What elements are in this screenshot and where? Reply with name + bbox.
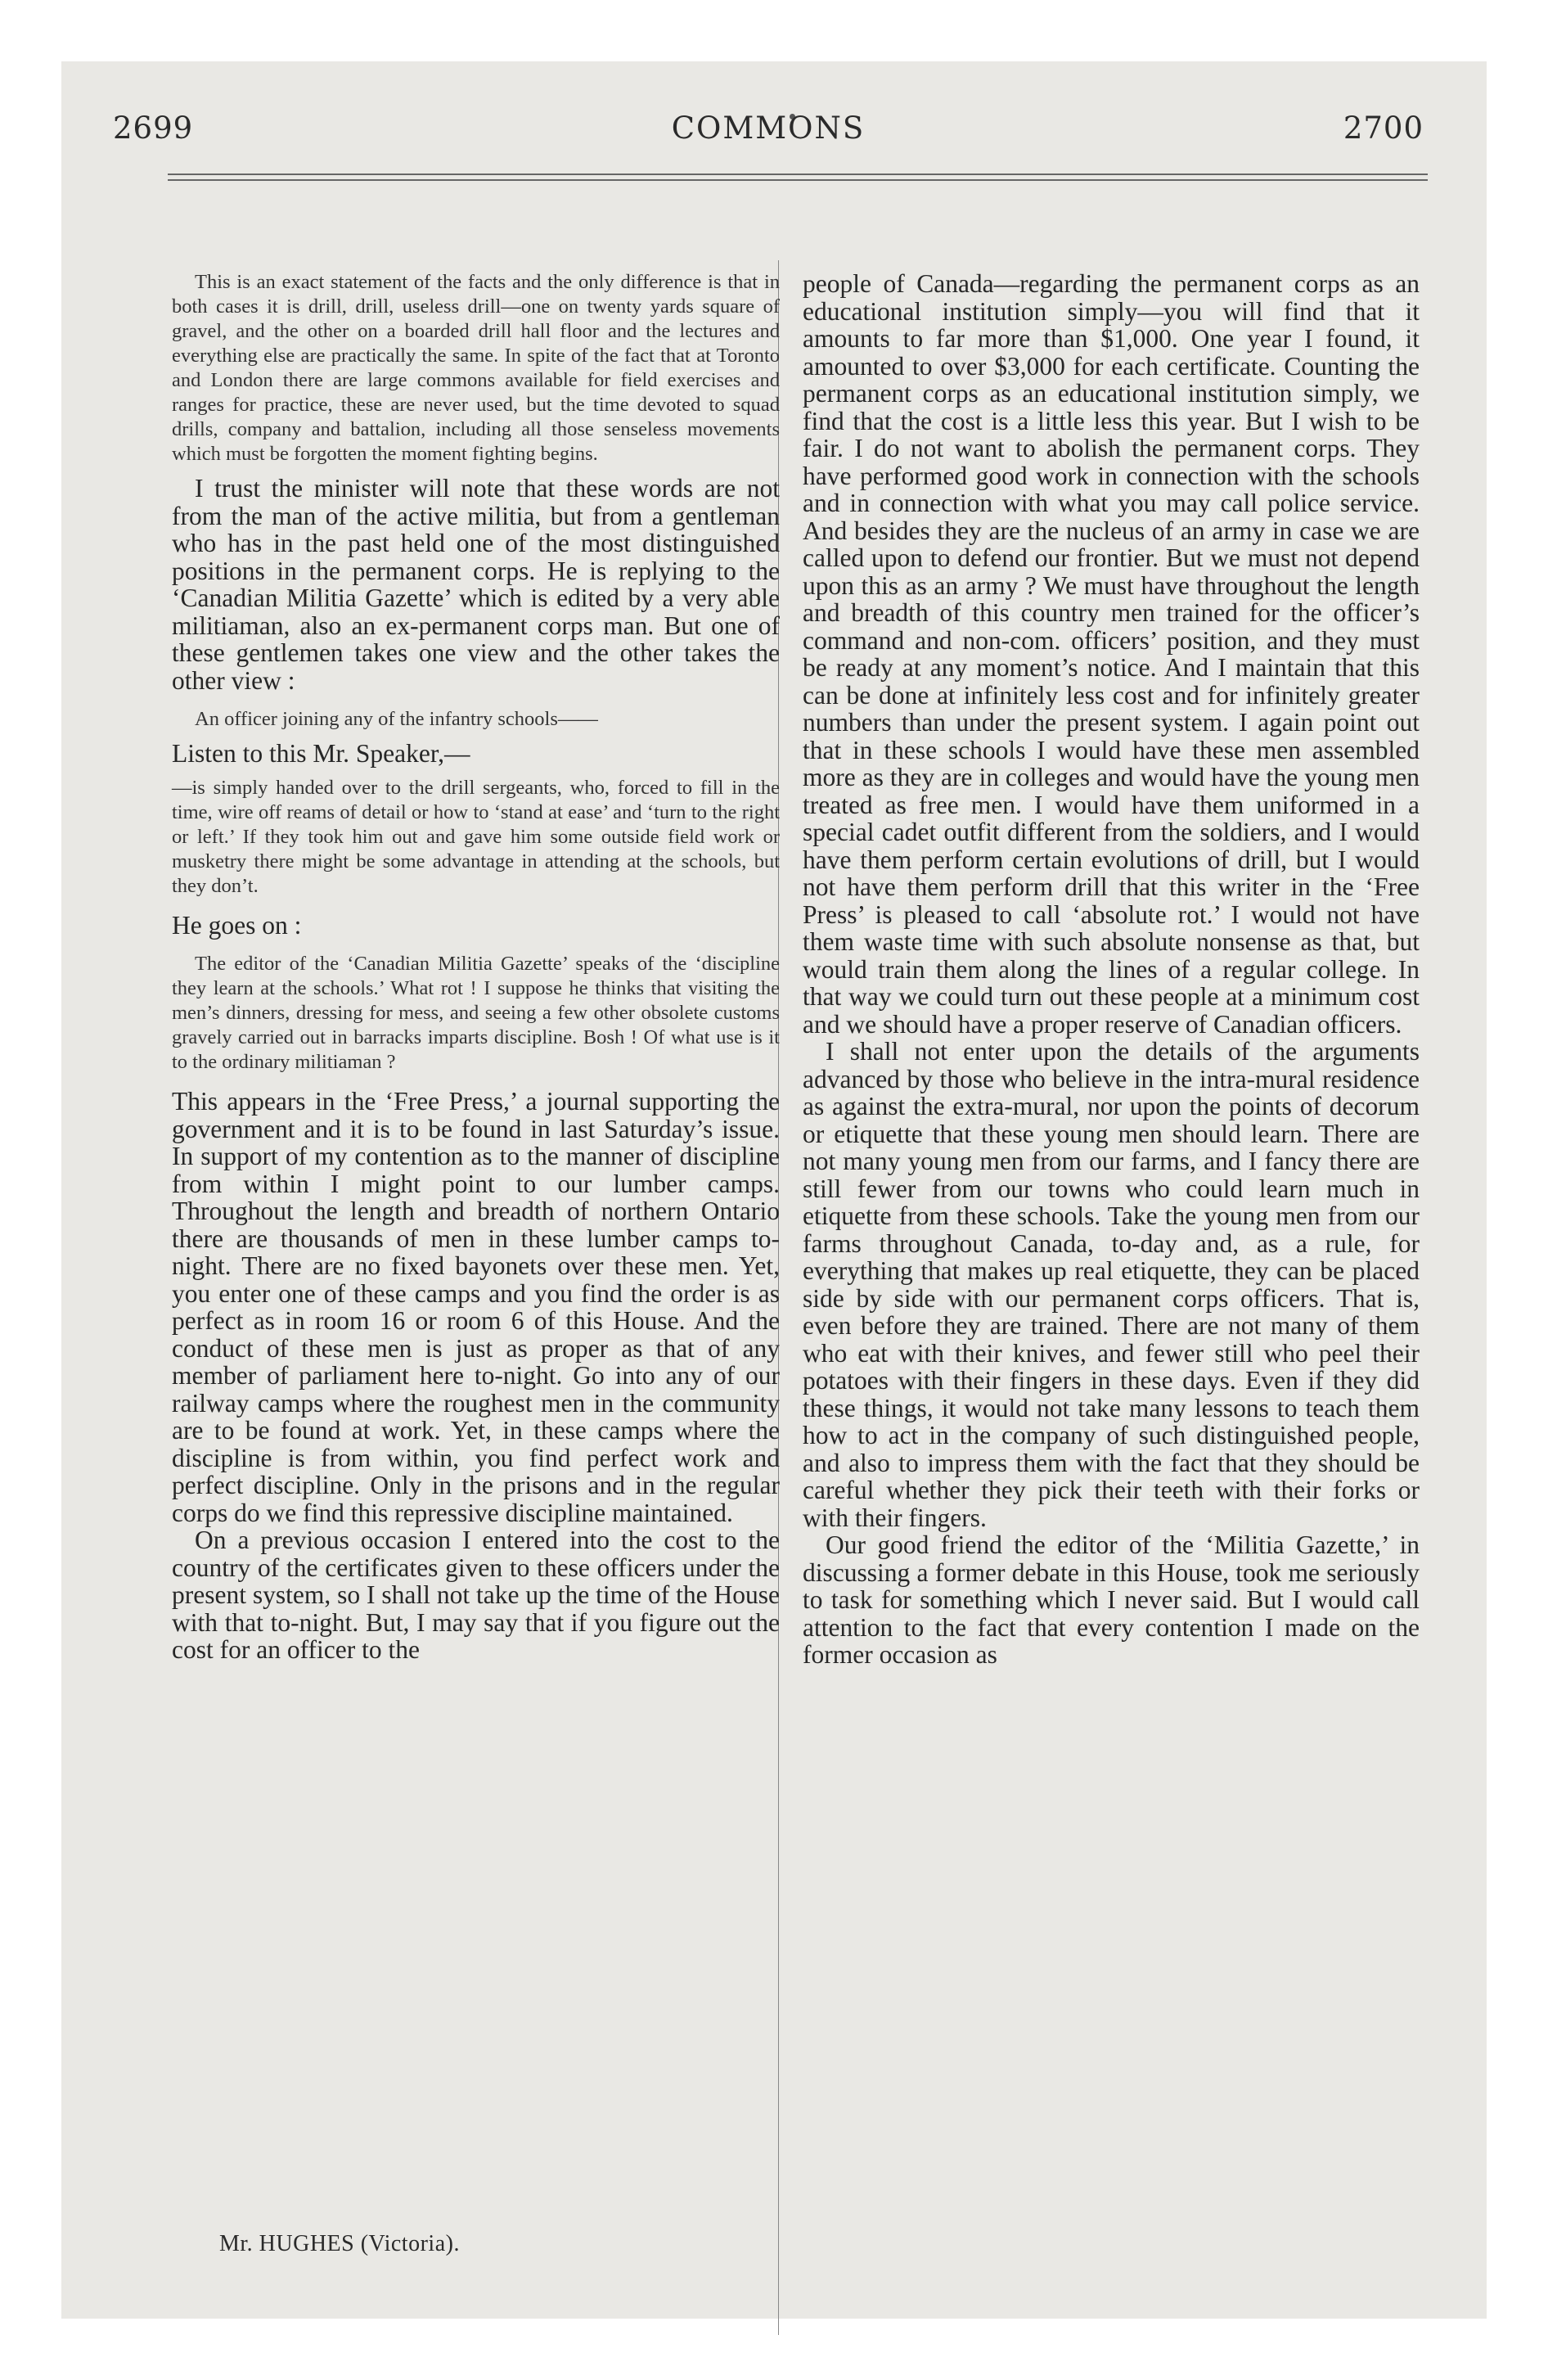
body-paragraph: I trust the minister will note that these words are not from the man of the active militia, but from a gentleman who has in the past held one of the most distinguished positions in the permanent corps. He is replying to the ‘Canadian Militia Gazette’ which is edited by a very able militiaman, also an ex-permanent corps man. But one of these gentlemen takes one view and the other takes the other view : [172,474,780,695]
body-paragraph: people of Canada—regarding the permanent corps as an educational institution simply—you will find that it amounts to far more than $1,000. One year I found, it amounted to over $3,000 for each certificate. Counting the permanent corps as an educational institution simply, we find that the cost is a little less this year. But I wish to be fair. I do not want to abolish the permanent corps. They have performed good work in connection with the schools and in connection with what you may call police service. And besides they are the nucleus of an army in case we are called upon to defend our frontier. But we must not depend upon this as an army ? We must have throughout the length and breadth of this country men trained for the officer’s command and non-com. officers’ position, and they must be ready at any moment’s notice. And I maintain that this can be done at infinitely less cost and for infinitely greater numbers than under the present system. I again point out that in these schools I would have these men assembled more as they are in colleges and would have the young men treated as free men. I would have them uniformed in a special cadet outfit different from the soldiers, and I would have them perform certain evolutions of drill, but I would not have them perform drill that this writer in the ‘Free Press’ is pleased to call ‘absolute rot.’ I would not have them waste time with such absolute nonsense as that, but would train them along the lines of a regular college. In that way we could turn out these people at a minimum cost and we should have a proper reserve of Canadian officers. [803,269,1420,1039]
body-paragraph: Listen to this Mr. Speaker,— [172,739,470,768]
header-rule-bottom [168,179,1428,181]
page-number-right: 2700 [1343,110,1424,146]
right-column [803,270,1420,1669]
body-paragraph: On a previous occasion I entered into the cost to the country of the certificates given to these officers under the present system, so I shall not take up the time of the House with that to-night. But, I may say that if you figure out the cost for an officer to the [172,1526,780,1664]
page-number-left: 2699 [113,110,194,146]
body-paragraph: I shall not enter upon the details of the arguments advanced by those who believe in the intra-mural residence as against the extra-mural, nor upon the points of decorum or etiquette that these young men should learn. There are not many young men from our farms, and I fancy there are still fewer from our towns who could learn much in etiquette from these schools. Take the young men from our farms throughout Canada, to-day and, as a rule, for everything that makes up real etiquette, they can be placed side by side with our permanent corps officers. That is, even before they are trained. There are not many of them who eat with their knives, and fewer still who peel their potatoes with their fingers in these days. Even if they did these things, it would not take many lessons to teach them how to act in the company of such distinguished people, and also to impress them with the fact that they should be careful whether they pick their teeth with their forks or with their fingers. [803,1037,1420,1532]
body-paragraph: Our good friend the editor of the ‘Militia Gazette,’ in discussing a former debate in this House, took me seriously to task for something which I never said. But I would call attention to the fact that every contention I made on the former occasion as [803,1530,1420,1669]
quote-paragraph: The editor of the ‘Canadian Militia Gazette’ speaks of the ‘discipline they learn at the schools.’ What rot ! I suppose he thinks that visiting the men’s dinners, dressing for mess, and seeing a few other obsolete customs gravely carried out in barracks imparts discipline. Bosh ! Of what use is it to the ordinary militiaman ? [172,953,780,1073]
quote-paragraph: —is simply handed over to the drill sergeants, who, forced to fill in the time, wire off reams of detail or how to ‘stand at ease’ and ‘turn to the right or left.’ If they took him out and gave him some outside field work or musketry there might be some advantage in attending at the schools, but they don’t. [172,776,780,897]
speaker-footer: Mr. HUGHES (Victoria). [219,2231,460,2256]
quote-paragraph: This is an exact statement of the facts and the only difference is that in both cases it is drill, drill, useless drill—one on twenty yards square of gravel, and the other on a boarded drill hall floor and the lectures and everything else are practically the same. In spite of the fact that at Toronto and London there are large commons available for field exercises and ranges for practice, these are never used, but the time devoted to squad drills, company and battalion, including all those senseless movements which must be forgotten the moment fighting begins. [172,271,780,465]
body-paragraph: This appears in the ‘Free Press,’ a journal supporting the government and it is to be found in last Saturday’s issue. In support of my contention as to the manner of discipline from within I might point to our lumber camps. Throughout the length and breadth of northern Ontario there are thousands of men in these lumber camps to-night. There are no fixed bayonets over these men. Yet, you enter one of these camps and you find the order is as perfect as in room 16 or room 6 of this House. And the conduct of these men is just as proper as that of any member of parliament here to-night. Go into any of our railway camps where the roughest men in the community are to be found at work. Yet, in these camps where the discipline is from within, you find perfect work and perfect discipline. Only in the prisons and in the regular corps do we find this repressive discipline maintained. [172,1087,780,1527]
page-header [113,110,1424,160]
body-paragraph: He goes on : [172,910,302,940]
left-column [172,270,780,1664]
header-title: COMMONS [671,110,866,146]
header-rule-top [168,174,1428,175]
quote-paragraph: An officer joining any of the infantry schools—— [195,708,598,730]
